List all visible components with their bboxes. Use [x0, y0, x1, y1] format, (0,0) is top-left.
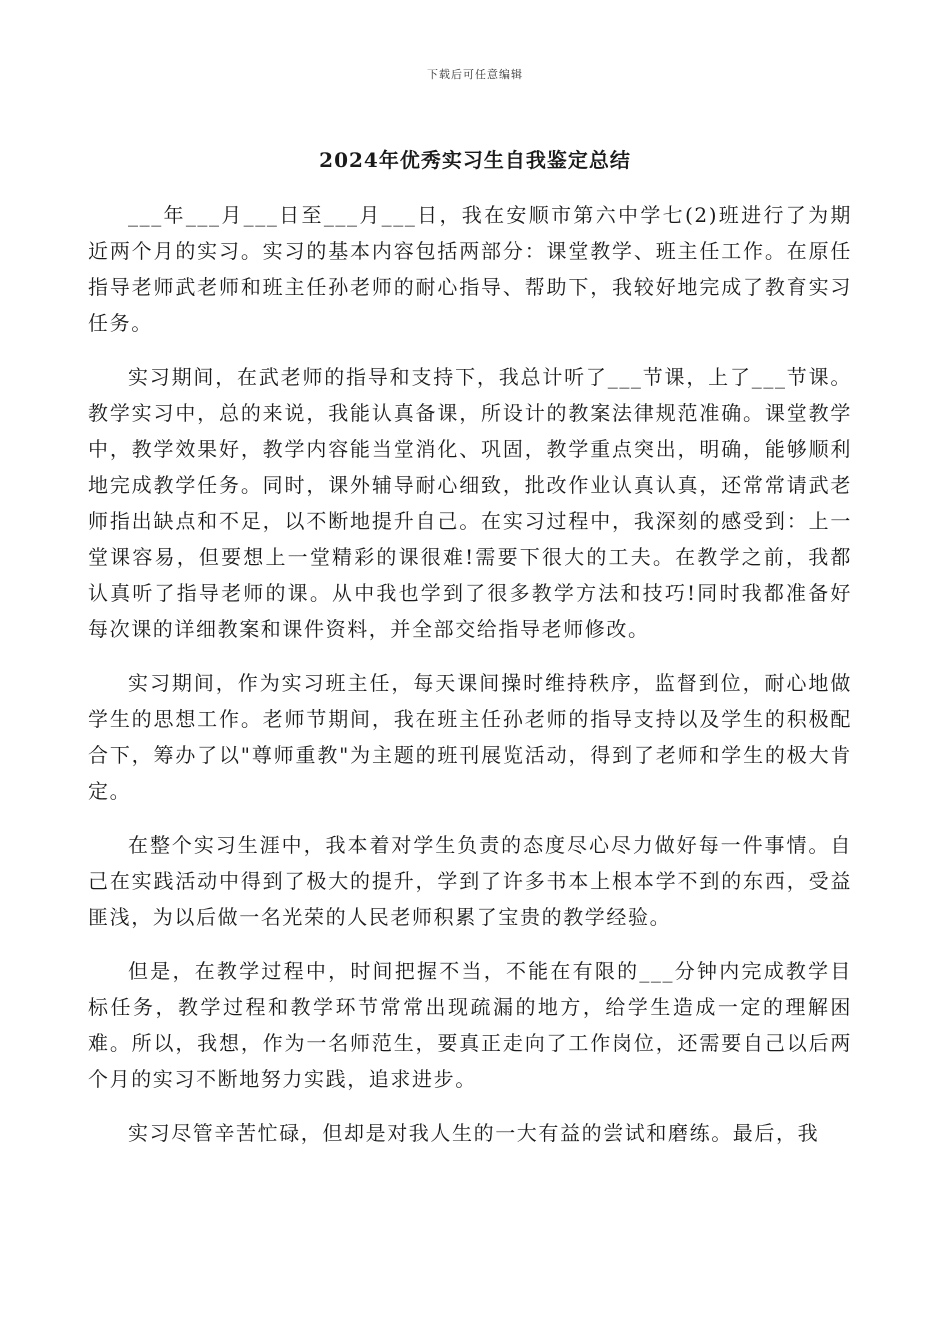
document-body — [88, 197, 852, 1169]
header-note: 下载后可任意编辑 — [427, 68, 523, 81]
paragraph-5: 但是，在教学过程中，时间把握不当，不能在有限的___分钟内完成教学目标任务，教学过程和教学环节常常出现疏漏的地方，给学生造成一定的理解困难。所以，我想，作为一名师范生，要真正走向了工作岗位，还需要自己以后两个月的实习不断地努力实践，追求进步。 — [88, 959, 852, 1091]
paragraph-3: 实习期间，作为实习班主任，每天课间操时维持秩序，监督到位，耐心地做学生的思想工作。老师节期间，我在班主任孙老师的指导支持以及学生的积极配合下，筹办了以"尊师重教"为主题的班刊展览活动，得到了老师和学生的极大肯定。 — [88, 671, 852, 803]
paragraph-1: ___年___月___日至___月___日，我在安顺市第六中学七(2)班进行了为期近两个月的实习。实习的基本内容包括两部分：课堂教学、班主任工作。在原任指导老师武老师和班主任孙老师的耐心指导、帮助下，我较好地完成了教育实习任务。 — [88, 203, 852, 335]
paragraph-4: 在整个实习生涯中，我本着对学生负责的态度尽心尽力做好每一件事情。自己在实践活动中得到了极大的提升，学到了许多书本上根本学不到的东西，受益匪浅，为以后做一名光荣的人民老师积累了宝贵的教学经验。 — [88, 833, 852, 929]
paragraph-6: 实习尽管辛苦忙碌，但却是对我人生的一大有益的尝试和磨练。最后，我 — [128, 1121, 820, 1145]
document-title: 2024年优秀实习生自我鉴定总结 — [319, 148, 631, 172]
paragraph-2: 实习期间，在武老师的指导和支持下，我总计听了___节课，上了___节课。教学实习中，总的来说，我能认真备课，所设计的教案法律规范准确。课堂教学中，教学效果好，教学内容能当堂消化、巩固，教学重点突出，明确，能够顺利地完成教学任务。同时，课外辅导耐心细致，批改作业认真认真，还常常请武老师指出缺点和不足，以不断地提升自己。在实习过程中，我深刻的感受到：上一堂课容易，但要想上一堂精彩的课很难!需要下很大的工夫。在教学之前，我都认真听了指导老师的课。从中我也学到了很多教学方法和技巧!同时我都准备好每次课的详细教案和课件资料，并全部交给指导老师修改。 — [88, 365, 852, 641]
